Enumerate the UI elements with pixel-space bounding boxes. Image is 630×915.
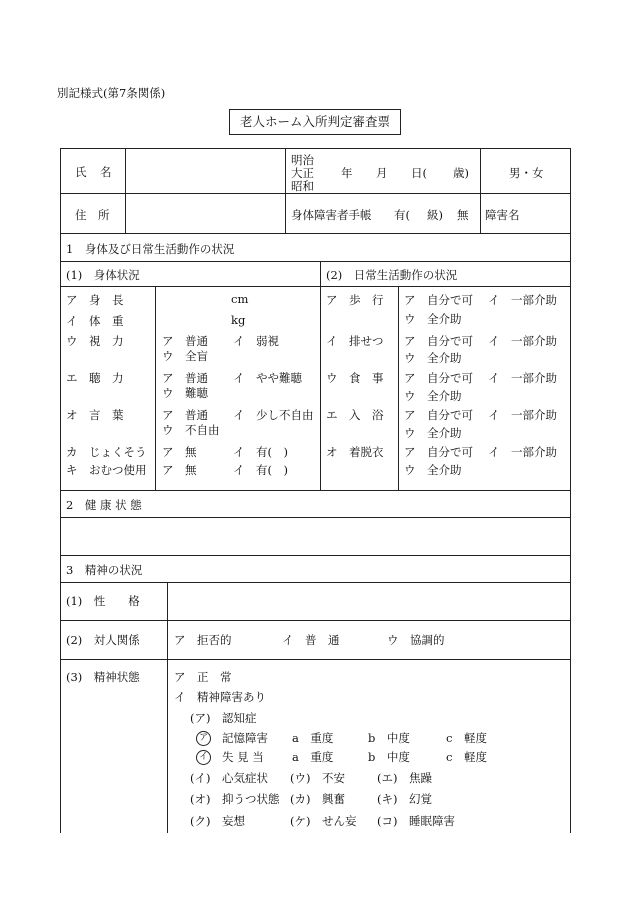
symptom: (オ) 抑うつ状態 (190, 792, 280, 806)
speech-label: オ 言 葉 (66, 408, 124, 422)
excretion-opt1: ア 自分で可 (404, 334, 473, 348)
age-label: 歳) (453, 166, 469, 180)
dressing-opt1: ア 自分で可 (404, 445, 473, 459)
walking-label: ア 歩 行 (326, 293, 384, 307)
hearing-opt2: イ やや難聴 (233, 371, 302, 385)
address-label: 住 所 (75, 208, 110, 222)
walking-opt2: イ 一部介助 (488, 293, 557, 307)
hearing-opt3: ウ 難聴 (162, 386, 208, 400)
section1-title: 1 身体及び日常生活動作の状況 (66, 242, 235, 256)
symptom: (ケ) せん妄 (290, 814, 357, 828)
symptom: (カ) 興奮 (290, 792, 345, 806)
disorientation-mark-icon: イ (196, 748, 211, 765)
day-label: 日( (411, 166, 427, 180)
hearing-label: エ 聴 力 (66, 371, 124, 385)
memory-label: 記憶障害 (222, 731, 268, 745)
name-label: 氏 名 (75, 165, 113, 179)
relations-opt2: イ 普 通 (282, 633, 340, 647)
vision-opt3: ウ 全盲 (162, 349, 208, 363)
vision-label: ウ 視 力 (66, 334, 124, 348)
symptom: (ク) 妄想 (190, 814, 245, 828)
memory-sev-a: a 重度 (292, 731, 334, 745)
memory-sev-b: b 中度 (368, 731, 410, 745)
memory-mark-icon: ア (196, 729, 211, 746)
excretion-opt3: ウ 全介助 (404, 351, 462, 365)
symptom: (エ) 焦躁 (377, 771, 432, 785)
month-label: 月 (376, 166, 388, 180)
era-taisho: 大正 (291, 166, 314, 180)
height-label: ア 身 長 (66, 293, 124, 307)
bathing-opt1: ア 自分で可 (404, 408, 473, 422)
document-title: 老人ホーム入所判定審査票 (229, 109, 401, 135)
dressing-opt2: イ 一部介助 (488, 445, 557, 459)
eating-opt2: イ 一部介助 (488, 371, 557, 385)
eating-label: ウ 食 事 (326, 371, 384, 385)
speech-opt2: イ 少し不自由 (233, 408, 314, 422)
era-meiji: 明治 (291, 153, 314, 167)
dressing-opt3: ウ 全介助 (404, 463, 462, 477)
bathing-label: エ 入 浴 (326, 408, 384, 422)
symptom: (キ) 幻覚 (377, 792, 432, 806)
weight-label: イ 体 重 (66, 314, 124, 328)
symptom: (イ) 心気症状 (190, 771, 268, 785)
excretion-label: イ 排せつ (326, 334, 384, 348)
excretion-opt2: イ 一部介助 (488, 334, 557, 348)
speech-opt1: ア 普通 (162, 408, 208, 422)
relations-opt1: ア 拒否的 (174, 633, 232, 647)
relations-opt3: ウ 協調的 (387, 633, 445, 647)
handbook-yes: 有( (394, 208, 410, 222)
handbook-no: 無 (457, 208, 469, 222)
disorientation-sev-a: a 重度 (292, 750, 334, 764)
disorientation-label: 失 見 当 (222, 750, 264, 764)
disability-name-label: 障害名 (485, 208, 520, 222)
bedsore-label: カ じょくそう (66, 445, 147, 459)
vision-opt2: イ 弱視 (233, 334, 279, 348)
diaper-label: キ おむつ使用 (66, 463, 147, 477)
speech-opt3: ウ 不自由 (162, 423, 220, 437)
mental-label: (3) 精神状態 (66, 670, 140, 684)
handbook-label: 身体障害者手帳 (291, 208, 372, 222)
mental-normal: ア 正 常 (174, 670, 232, 684)
dressing-label: オ 着脱衣 (326, 445, 384, 459)
personality-label: (1) 性 格 (66, 594, 140, 608)
symptom: (コ) 睡眠障害 (377, 814, 455, 828)
diaper-opt1: ア 無 (162, 463, 197, 477)
eating-opt3: ウ 全介助 (404, 389, 462, 403)
handbook-grade: 級) (427, 208, 443, 222)
bedsore-opt2: イ 有( ) (233, 445, 288, 459)
walking-opt3: ウ 全介助 (404, 312, 462, 326)
height-unit: cm (231, 292, 249, 306)
bedsore-opt1: ア 無 (162, 445, 197, 459)
weight-unit: kg (231, 313, 246, 327)
year-label: 年 (341, 166, 353, 180)
walking-opt1: ア 自分で可 (404, 293, 473, 307)
sex-field: 男・女 (509, 166, 544, 180)
disorientation-sev-c: c 軽度 (446, 750, 487, 764)
form-label: 別記様式(第7条関係) (57, 86, 166, 100)
section2-title: 2 健 康 状 態 (66, 498, 142, 512)
diaper-opt2: イ 有( ) (233, 463, 288, 477)
memory-sev-c: c 軽度 (446, 731, 487, 745)
adl-title: (2) 日常生活動作の状況 (326, 268, 458, 282)
eating-opt1: ア 自分で可 (404, 371, 473, 385)
dementia-label: (ア) 認知症 (190, 711, 257, 725)
physical-title: (1) 身体状況 (66, 268, 140, 282)
disorientation-sev-b: b 中度 (368, 750, 410, 764)
relations-label: (2) 対人関係 (66, 633, 140, 647)
hearing-opt1: ア 普通 (162, 371, 208, 385)
section3-title: 3 精神の状況 (66, 563, 143, 577)
mental-disorder: イ 精神障害あり (174, 690, 266, 704)
vision-opt1: ア 普通 (162, 334, 208, 348)
bathing-opt2: イ 一部介助 (488, 408, 557, 422)
era-showa: 昭和 (291, 179, 314, 193)
bathing-opt3: ウ 全介助 (404, 426, 462, 440)
symptom: (ウ) 不安 (290, 771, 345, 785)
